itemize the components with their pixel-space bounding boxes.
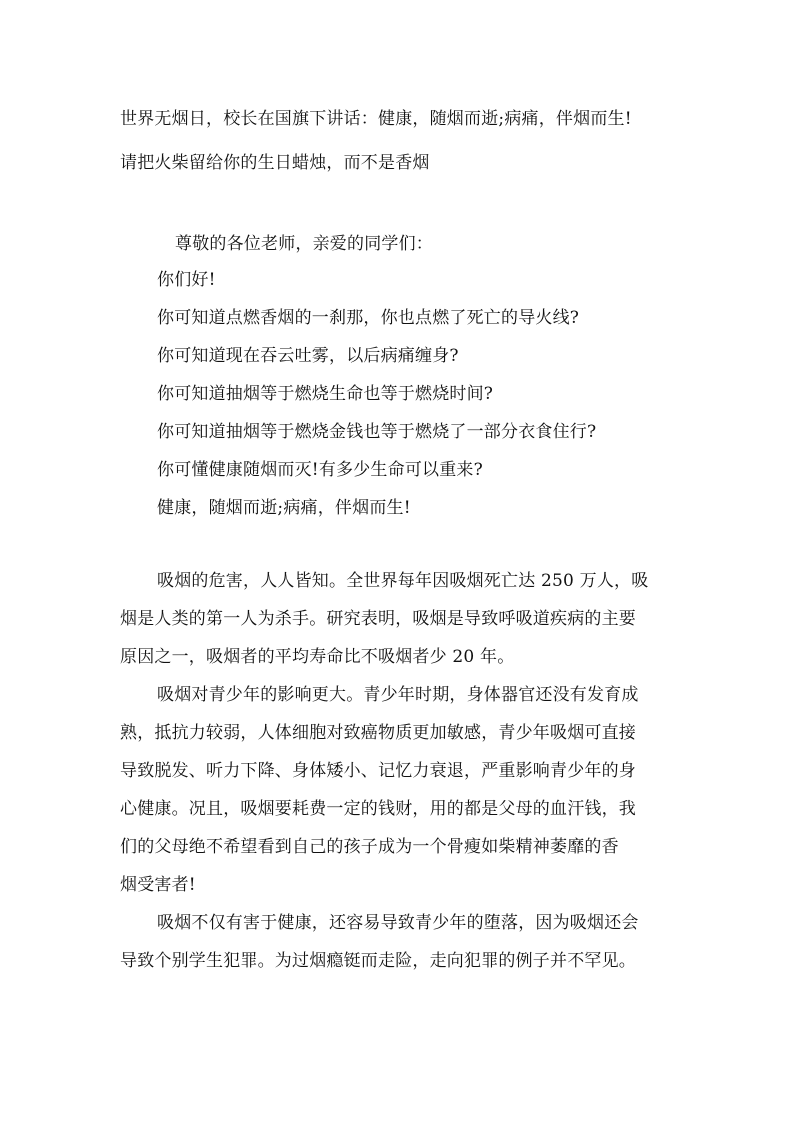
paragraph-row: 导致脱发、听力下降、身体矮小、记忆力衰退，严重影响青少年的身	[120, 761, 636, 781]
body-paragraphs	[120, 562, 680, 980]
paragraph-row: 们的父母绝不希望看到自己的孩子成为一个骨瘦如柴精神萎靡的香	[120, 837, 619, 857]
short-line: 你可知道点燃香烟的一刹那，你也点燃了死亡的导火线?	[157, 308, 580, 328]
paragraph-row: 吸烟不仅有害于健康，还容易导致青少年的堕落，因为吸烟还会	[157, 913, 639, 933]
short-line: 你可知道抽烟等于燃烧金钱也等于燃烧了一部分衣食住行?	[157, 422, 597, 442]
paragraph-row: 心健康。况且，吸烟要耗费一定的钱财，用的都是父母的血汗钱，我	[120, 799, 636, 819]
paragraph-row: 吸烟的危害，人人皆知。全世界每年因吸烟死亡达 250 万人，吸	[157, 571, 649, 591]
short-line: 健康，随烟而逝;病痛，伴烟而生!	[157, 498, 411, 518]
title-line-2: 请把火柴留给你的生日蜡烛，而不是香烟	[120, 153, 430, 173]
paragraph-row: 熟，抵抗力较弱，人体细胞对致癌物质更加敏感，青少年吸烟可直接	[120, 723, 636, 743]
short-lines-block	[157, 268, 677, 534]
title-line-1: 世界无烟日，校长在国旗下讲话：健康，随烟而逝;病痛，伴烟而生!	[120, 109, 632, 129]
paragraph-row: 吸烟对青少年的影响更大。青少年时期，身体器官还没有发育成	[157, 685, 639, 705]
short-line: 你可知道现在吞云吐雾，以后病痛缠身?	[157, 346, 459, 366]
document-title	[120, 104, 680, 192]
paragraph-row: 导致个别学生犯罪。为过烟瘾铤而走险，走向犯罪的例子并不罕见。	[120, 951, 636, 971]
paragraph-3	[120, 904, 680, 980]
paragraph-row: 原因之一，吸烟者的平均寿命比不吸烟者少 20 年。	[120, 647, 515, 667]
paragraph-2	[120, 676, 680, 904]
paragraph-1	[120, 562, 680, 676]
paragraph-row: 烟受害者!	[120, 875, 196, 895]
short-line: 你可知道抽烟等于燃烧生命也等于燃烧时间?	[157, 384, 494, 404]
paragraph-row: 烟是人类的第一人为杀手。研究表明，吸烟是导致呼吸道疾病的主要	[120, 609, 636, 629]
short-line: 你们好!	[157, 270, 216, 290]
short-line: 你可懂健康随烟而灭!有多少生命可以重来?	[157, 460, 483, 480]
greeting-line: 尊敬的各位老师，亲爱的同学们：	[175, 234, 433, 254]
